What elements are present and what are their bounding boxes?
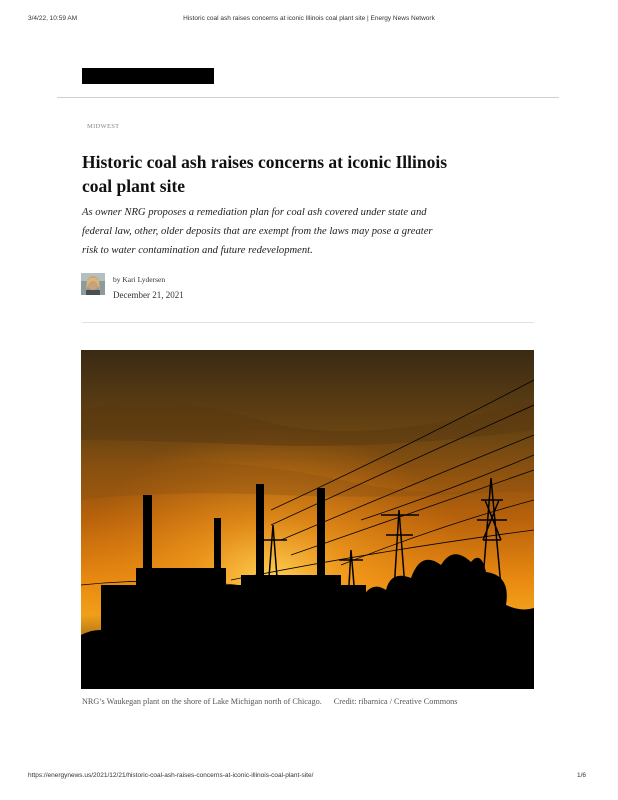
coal-plant-sunset-photo: [81, 350, 534, 689]
author-photo: [81, 273, 105, 295]
article-dek: As owner NRG proposes a remediation plan for coal ash covered under state and federal law, other, older deposits that are exempt from the laws may pose a greater risk to water contamination and future redevelopment.: [82, 207, 433, 256]
header-divider: [57, 97, 559, 98]
image-caption: [82, 697, 457, 706]
site-logo[interactable]: [82, 68, 214, 84]
article-headline: Historic coal ash raises concerns at iconic Illinois coal plant site: [82, 152, 448, 196]
print-page-title: Historic coal ash raises concerns at iconic Illinois coal plant site | Energy News Network: [183, 15, 435, 22]
image-credit: Credit: ribarnica / Creative Commons: [333, 697, 458, 706]
publish-date: December 21, 2021: [113, 290, 184, 300]
print-page-number: 1/6: [576, 772, 586, 779]
content-divider: [82, 322, 534, 323]
print-url[interactable]: https://energynews.us/2021/12/21/historic-coal-ash-raises-concerns-at-iconic-illinois-coal-plant-site/: [28, 772, 314, 779]
category-label[interactable]: MIDWEST: [87, 123, 120, 130]
author-avatar[interactable]: [81, 273, 105, 295]
author-byline[interactable]: by Kari Lydersen: [113, 275, 166, 284]
caption-text: NRG’s Waukegan plant on the shore of Lake Michigan north of Chicago.: [82, 697, 322, 706]
featured-image: [81, 350, 534, 689]
print-datetime: 3/4/22, 10:59 AM: [28, 15, 78, 22]
